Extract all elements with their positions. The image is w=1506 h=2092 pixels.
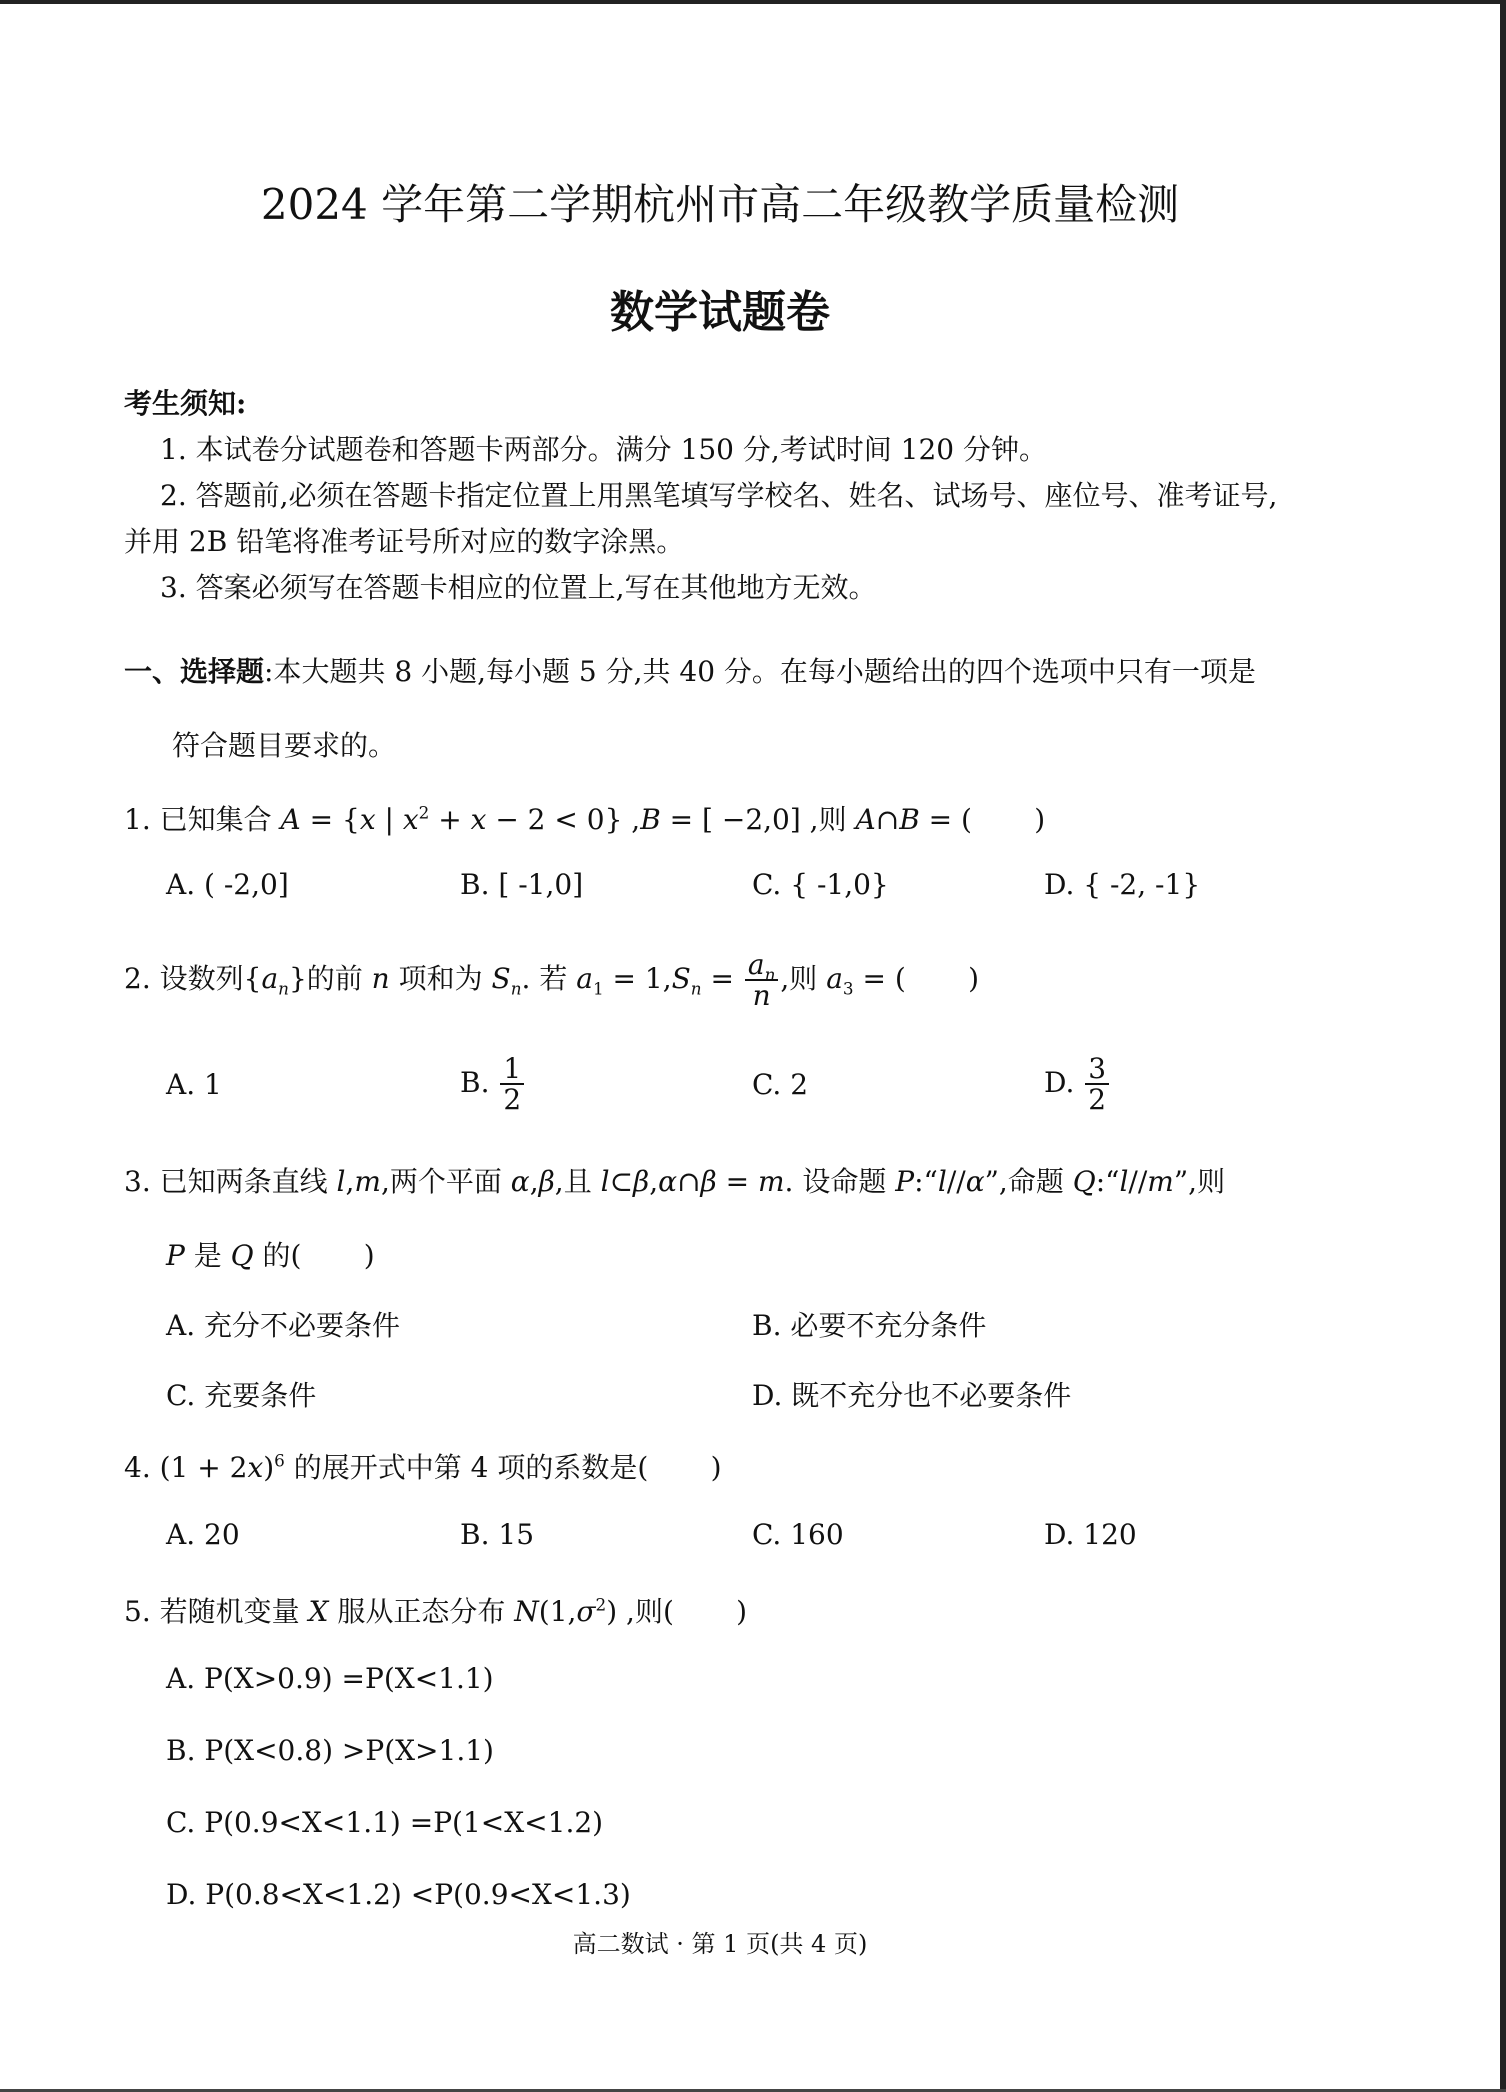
section1-heading: 一、选择题 [124,655,265,688]
notice-item-3: 3. 答案必须写在答题卡相应的位置上,写在其他地方无效。 [160,571,877,604]
question-3-option-d: D. 既不充分也不必要条件 [752,1379,1072,1412]
question-3-option-c: C. 充要条件 [166,1379,317,1412]
section1-desc-line2: 符合题目要求的。 [172,729,397,762]
question-3-option-b: B. 必要不充分条件 [752,1309,987,1342]
question-2-option-d-label: D. [1044,1065,1075,1099]
question-2-option-c: C. 2 [752,1068,809,1101]
notice-item-1: 1. 本试卷分试题卷和答题卡两部分。满分 150 分,考试时间 120 分钟。 [160,433,1048,466]
question-5-option-b: B. P(X<0.8) >P(X>1.1) [166,1734,494,1767]
section1-desc-line1: :本大题共 8 小题,每小题 5 分,共 40 分。在每小题给出的四个选项中只有一项是 [264,655,1256,688]
exam-title: 2024 学年第二学期杭州市高二年级教学质量检测 [260,180,1180,229]
question-3-stem-cont: P 是 Q 的( ) [166,1239,375,1272]
question-1-number: 1. [124,803,151,836]
question-5-option-c: C. P(0.9<X<1.1) =P(1<X<1.2) [166,1806,604,1839]
question-1-option-a: A. ( -2,0] [166,868,289,901]
page-footer: 高二数试 · 第 1 页(共 4 页) [572,1930,868,1958]
notice-item-2: 2. 答题前,必须在答题卡指定位置上用黑笔填写学校名、姓名、试场号、座位号、准考证号, [160,479,1278,512]
question-3-option-a: A. 充分不必要条件 [166,1309,401,1342]
question-4-stem: 4. $(1 + 2x)^6$ 的展开式中第 4 项的系数是( ) [124,1450,722,1484]
question-4-option-b: B. 15 [460,1518,535,1551]
fraction-one-half: $\frac{1}{2}$ [500,1054,524,1115]
question-4-number: 4. [124,1451,151,1484]
scan-border-right [1500,0,1506,2092]
question-4-option-a: A. 20 [166,1518,240,1551]
question-5-option-a: A. P(X>0.9) =P(X<1.1) [166,1662,494,1695]
question-4-option-c: C. 160 [752,1518,844,1551]
question-1-option-b: B. [ -1,0] [460,868,584,901]
question-1-stem: 1. 已知集合 A = {x | $x^2 + x - 2 < 0$} ,B = [ −2,0] ,则 A∩B = ( ) [124,802,1046,836]
question-2-option-b-label: B. [460,1065,490,1099]
scan-border-top [0,0,1506,4]
question-3-stem: 3. 已知两条直线 l,m,两个平面 α,β,且 l⊂β,α∩β = m. 设命题 P:“l//α”,命题 Q:“l//m”,则 [124,1165,1226,1198]
fraction-three-halves: $\frac{3}{2}$ [1085,1054,1109,1115]
question-2-number: 2. [124,961,151,995]
notice-item-2-cont: 并用 2B 铅笔将准考证号所对应的数字涂黑。 [124,525,685,558]
notice-heading: 考生须知: [124,387,247,420]
question-5-option-d: D. P(0.8<X<1.2) <P(0.9<X<1.3) [166,1878,631,1911]
fraction-an-over-n: $\frac{a_n}{n}$ [745,950,779,1011]
exam-subtitle: 数学试题卷 [610,287,830,338]
question-2-option-d [1044,1054,1111,1115]
question-2-option-a: A. 1 [166,1068,222,1101]
section1-desc [124,650,1256,690]
question-3-number: 3. [124,1165,151,1198]
question-4-option-d: D. 120 [1044,1518,1137,1551]
question-5-number: 5. [124,1595,151,1628]
question-2-stem: 2. 设数列$\{a_n\}$的前 n 项和为 $S_n$. 若 $a_1 = 1,S_n$ = $\frac{a_n}{n}$ ,则 $a_3$ = ( ) [124,948,980,1013]
question-1-option-c: C. { -1,0} [752,868,889,901]
question-1-option-d: D. { -2, -1} [1044,868,1201,901]
question-5-stem: 5. 若随机变量 X 服从正态分布 $N(1,\sigma^2)$ ,则( ) [124,1594,748,1628]
question-2-option-b [460,1054,526,1115]
